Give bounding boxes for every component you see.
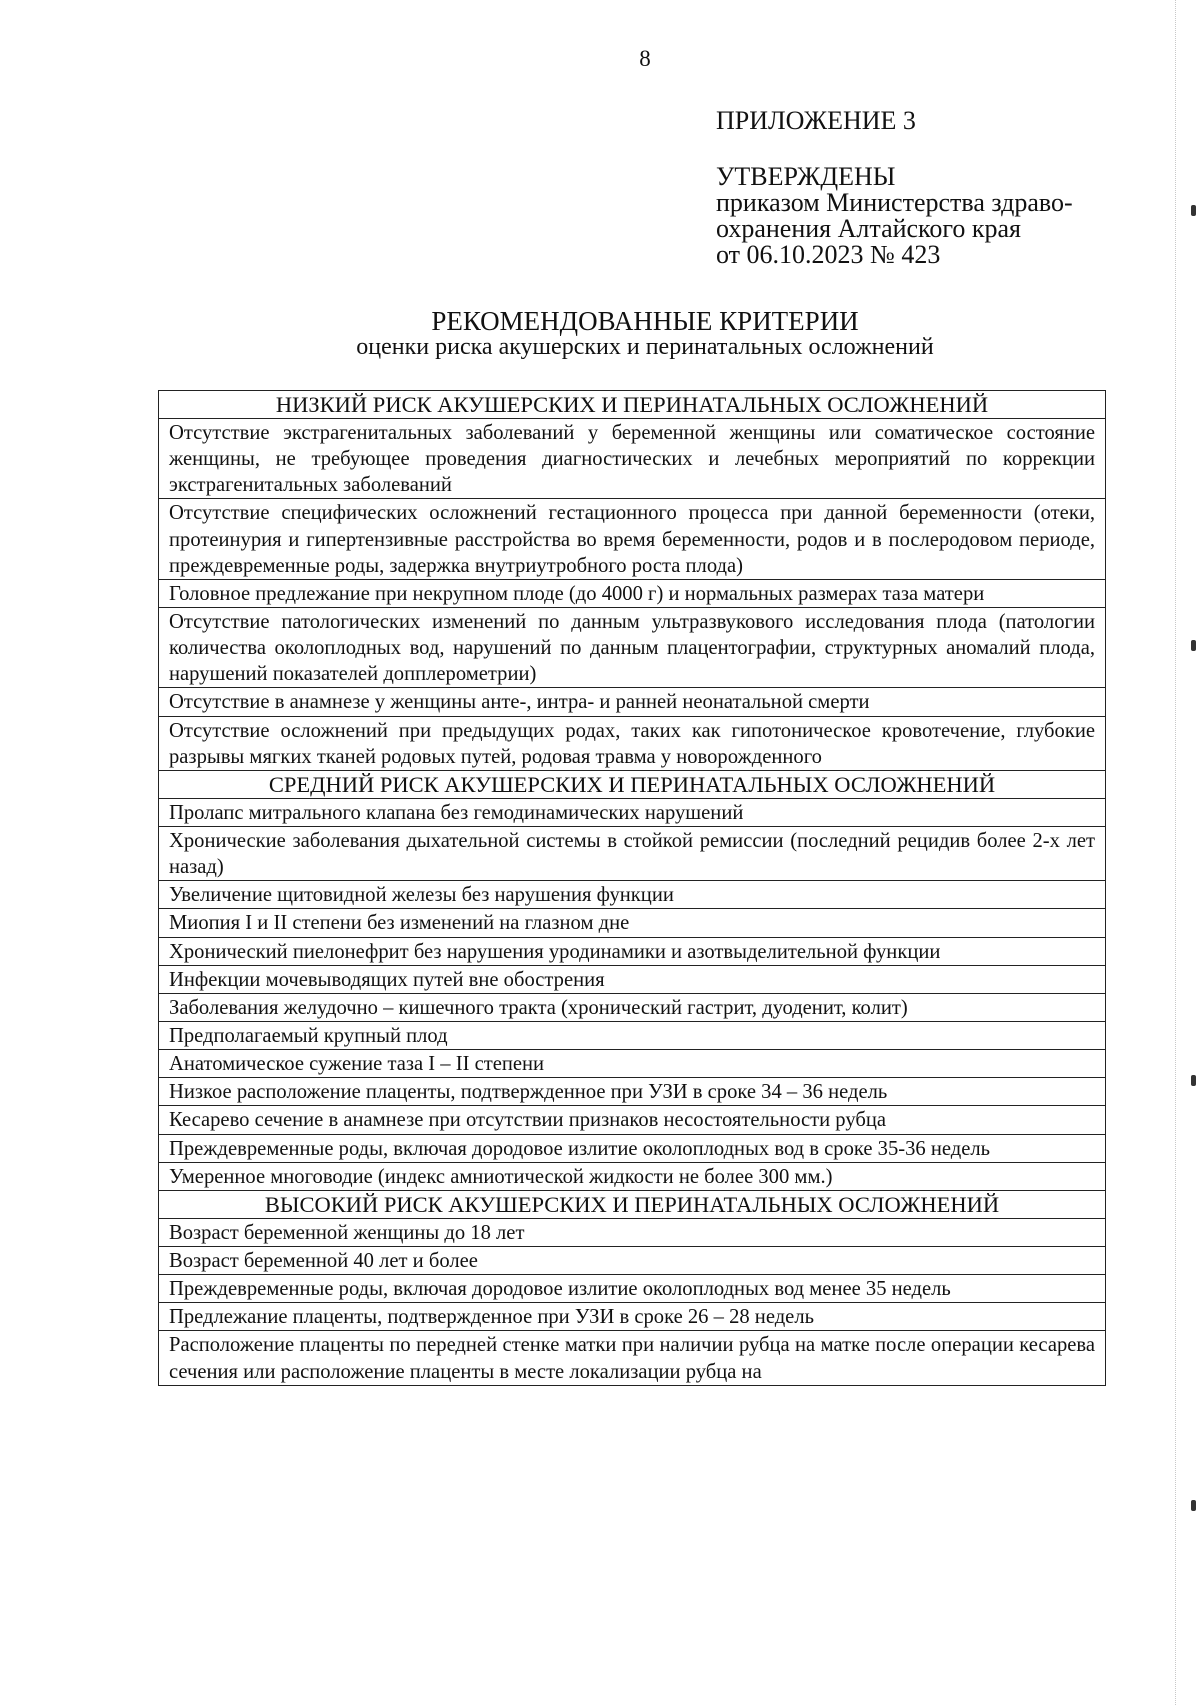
order-line: от 06.10.2023 № 423 bbox=[716, 240, 941, 269]
criteria-row bbox=[159, 1021, 1106, 1049]
criteria-cell: Возраст беременной женщины до 18 лет bbox=[159, 1218, 1106, 1246]
criteria-cell: Кесарево сечение в анамнезе при отсутствии признаков несостоятельности рубца bbox=[159, 1106, 1106, 1134]
section-header-row bbox=[159, 391, 1106, 419]
section-header-row bbox=[159, 1190, 1106, 1218]
criteria-row bbox=[159, 937, 1106, 965]
criteria-cell: Отсутствие в анамнезе у женщины анте-, интра- и ранней неонатальной смерти bbox=[159, 688, 1106, 716]
criteria-row bbox=[159, 909, 1106, 937]
section-heading-medium-risk: СРЕДНИЙ РИСК АКУШЕРСКИХ И ПЕРИНАТАЛЬНЫХ ОСЛОЖНЕНИЙ bbox=[159, 770, 1106, 798]
criteria-cell: Расположение плаценты по передней стенке матки при наличии рубца на матке после операции кесарева сечения или расположение плаценты в месте локализации рубца на bbox=[159, 1331, 1106, 1385]
document-title: РЕКОМЕНДОВАННЫЕ КРИТЕРИИ bbox=[431, 306, 859, 336]
scan-margin bbox=[1175, 0, 1200, 1705]
criteria-row bbox=[159, 499, 1106, 579]
scan-mark bbox=[1191, 1075, 1196, 1086]
order-line: охранения Алтайского края bbox=[716, 214, 1022, 243]
criteria-cell: Преждевременные роды, включая дородовое излитие околоплодных вод менее 35 недель bbox=[159, 1275, 1106, 1303]
criteria-row bbox=[159, 881, 1106, 909]
criteria-table bbox=[158, 390, 1106, 1386]
order-line: приказом Министерства здраво- bbox=[716, 188, 1073, 217]
section-heading-low-risk: НИЗКИЙ РИСК АКУШЕРСКИХ И ПЕРИНАТАЛЬНЫХ ОСЛОЖНЕНИЙ bbox=[159, 391, 1106, 419]
criteria-cell: Предполагаемый крупный плод bbox=[159, 1021, 1106, 1049]
criteria-cell: Хронические заболевания дыхательной системы в стойкой ремиссии (последний рецидив более 2-х лет назад) bbox=[159, 826, 1106, 880]
criteria-cell: Миопия I и II степени без изменений на глазном дне bbox=[159, 909, 1106, 937]
criteria-row bbox=[159, 607, 1106, 687]
criteria-row bbox=[159, 688, 1106, 716]
criteria-row bbox=[159, 419, 1106, 499]
criteria-cell: Инфекции мочевыводящих путей вне обострения bbox=[159, 965, 1106, 993]
criteria-row bbox=[159, 1331, 1106, 1385]
criteria-cell: Отсутствие специфических осложнений гестационного процесса при данной беременности (отеки, протеинурия и гипертензивные расстройства во время беременности, родов и в послеродовом периоде, преждевременные роды, задержка внутриутробного роста плода) bbox=[159, 499, 1106, 579]
appendix-label: ПРИЛОЖЕНИЕ 3 bbox=[716, 106, 916, 135]
criteria-cell: Хронический пиелонефрит без нарушения уродинамики и азотвыделительной функции bbox=[159, 937, 1106, 965]
criteria-cell: Увеличение щитовидной железы без нарушения функции bbox=[159, 881, 1106, 909]
criteria-row bbox=[159, 965, 1106, 993]
criteria-row bbox=[159, 1050, 1106, 1078]
criteria-row bbox=[159, 1134, 1106, 1162]
criteria-cell: Отсутствие экстрагенитальных заболеваний у беременной женщины или соматическое состояние женщины, не требующее проведения диагностических и лечебных мероприятий по коррекции экстрагенитальных заболеваний bbox=[159, 419, 1106, 499]
section-header-row bbox=[159, 770, 1106, 798]
section-heading-high-risk: ВЫСОКИЙ РИСК АКУШЕРСКИХ И ПЕРИНАТАЛЬНЫХ ОСЛОЖНЕНИЙ bbox=[159, 1190, 1106, 1218]
criteria-cell: Возраст беременной 40 лет и более bbox=[159, 1246, 1106, 1274]
scan-mark bbox=[1191, 1500, 1196, 1511]
criteria-row bbox=[159, 1246, 1106, 1274]
approval-block bbox=[716, 108, 1156, 268]
criteria-cell: Отсутствие патологических изменений по данным ультразвукового исследования плода (патологии количества околоплодных вод, нарушений по данным плацентографии, структурных аномалий плода, нарушений показателей допплерометрии) bbox=[159, 607, 1106, 687]
criteria-row bbox=[159, 798, 1106, 826]
criteria-cell: Предлежание плаценты, подтвержденное при УЗИ в сроке 26 – 28 недель bbox=[159, 1303, 1106, 1331]
criteria-row bbox=[159, 1078, 1106, 1106]
criteria-row bbox=[159, 1303, 1106, 1331]
criteria-row bbox=[159, 579, 1106, 607]
criteria-cell: Пролапс митрального клапана без гемодинамических нарушений bbox=[159, 798, 1106, 826]
criteria-row bbox=[159, 1106, 1106, 1134]
criteria-cell: Головное предлежание при некрупном плоде (до 4000 г) и нормальных размерах таза матери bbox=[159, 579, 1106, 607]
page-number: 8 bbox=[639, 46, 651, 71]
criteria-row bbox=[159, 1162, 1106, 1190]
criteria-row bbox=[159, 1275, 1106, 1303]
criteria-cell: Анатомическое сужение таза I – II степени bbox=[159, 1050, 1106, 1078]
criteria-row bbox=[159, 826, 1106, 880]
criteria-cell: Низкое расположение плаценты, подтвержденное при УЗИ в сроке 34 – 36 недель bbox=[159, 1078, 1106, 1106]
document-subtitle: оценки риска акушерских и перинатальных осложнений bbox=[356, 334, 934, 360]
criteria-cell: Преждевременные роды, включая дородовое излитие околоплодных вод в сроке 35-36 недель bbox=[159, 1134, 1106, 1162]
criteria-row bbox=[159, 1218, 1106, 1246]
scan-mark bbox=[1191, 640, 1196, 651]
criteria-row bbox=[159, 993, 1106, 1021]
criteria-cell: Умеренное многоводие (индекс амниотической жидкости не более 300 мм.) bbox=[159, 1162, 1106, 1190]
approved-label: УТВЕРЖДЕНЫ bbox=[716, 162, 896, 191]
criteria-row bbox=[159, 716, 1106, 770]
criteria-cell: Заболевания желудочно – кишечного тракта (хронический гастрит, дуоденит, колит) bbox=[159, 993, 1106, 1021]
criteria-cell: Отсутствие осложнений при предыдущих родах, таких как гипотоническое кровотечение, глубокие разрывы мягких тканей родовых путей, родовая травма у новорожденного bbox=[159, 716, 1106, 770]
scan-mark bbox=[1191, 205, 1196, 216]
